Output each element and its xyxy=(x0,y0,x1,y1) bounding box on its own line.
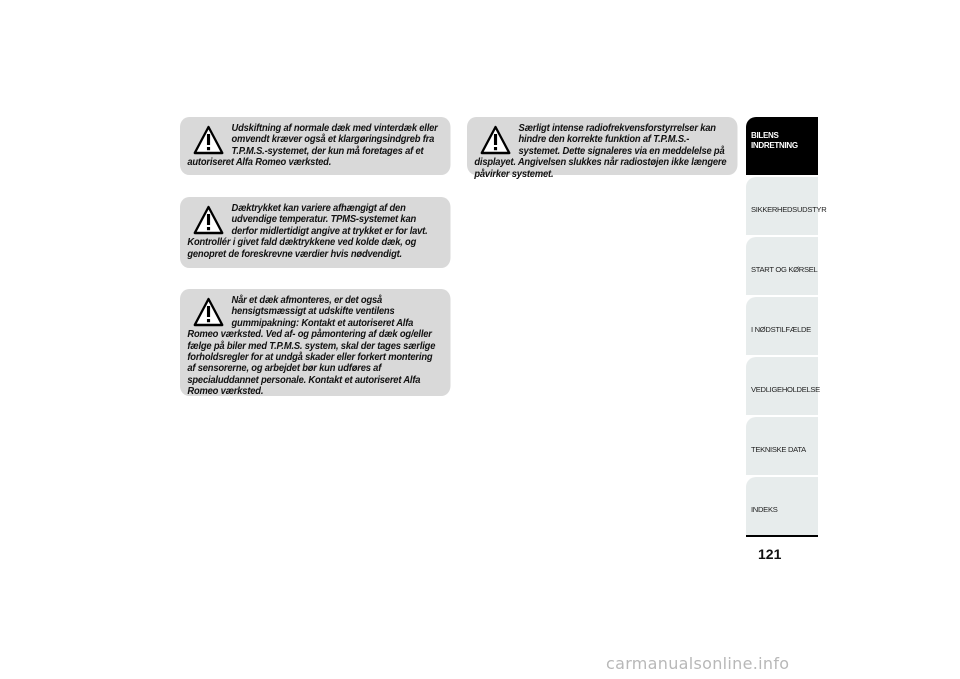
tab-indeks[interactable]: INDEKS xyxy=(746,477,818,537)
chapter-tabs xyxy=(746,117,827,537)
warning-box-tyre-removal xyxy=(180,289,450,396)
warning-triangle-icon xyxy=(193,297,224,327)
warning-text: Særligt intense radiofrekvensforstyrrelser kan hindre den korrekte funktion af T.P.M.S.-systemet. Dette signaleres via en meddelelse på displayet. Angivelsen slukkes når radiostøjen ikke længere påvirker systemet. xyxy=(474,123,727,180)
page-number: 121 xyxy=(758,546,782,562)
warning-text: Udskiftning af normale dæk med vinterdæk eller omvendt kræver også et klargøringsindgreb fra T.P.M.S.-systemet, der kun må foretages af et autoriseret Alfa Romeo værksted. xyxy=(187,123,438,169)
warning-triangle-icon xyxy=(193,125,224,155)
tab-vedligeholdelse[interactable]: VEDLIGEHOLDELSE xyxy=(746,357,818,417)
warning-triangle-icon xyxy=(193,205,224,235)
tab-i-nodstilfaelde[interactable]: I NØDSTILFÆLDE xyxy=(746,297,818,357)
tab-tekniske-data[interactable]: TEKNISKE DATA xyxy=(746,417,818,477)
warning-box-radio-interference xyxy=(467,117,737,180)
tab-start-og-korsel[interactable]: START OG KØRSEL xyxy=(746,237,818,297)
warning-triangle-icon xyxy=(480,125,511,155)
tab-sikkerhedsudstyr[interactable]: SIKKERHEDSUDSTYR xyxy=(746,177,818,237)
warning-text: Dæktrykket kan variere afhængigt af den udvendige temperatur. TPMS-systemet kan derfor midlertidigt angive at trykket er for lavt. Kontrollér i givet fald dæktrykkene ved kolde dæk, og genopret de foreskrevne værdier hvis nødvendigt. xyxy=(187,203,428,260)
warning-box-tyre-pressure xyxy=(180,197,450,268)
watermark: carmanualsonline.info xyxy=(606,654,790,673)
warning-text: Når et dæk afmonteres, er det også hensigtsmæssigt at udskifte ventilens gummipakning: Kontakt et autoriseret Alfa Romeo værksted. Ved af- og påmontering af dæk og/eller fælge på biler med T.P.M.S. system, skal der tages særlige forholdsregler for at undgå skader eller forkert montering af sensorerne, og arbejdet bør kun udføres af specialuddannet personale. Kontakt et autoriseret Alfa Romeo værksted. xyxy=(187,295,436,398)
tab-bilens-indretning[interactable]: BILENS INDRETNING xyxy=(746,117,818,177)
warning-box-tyre-change xyxy=(180,117,450,175)
